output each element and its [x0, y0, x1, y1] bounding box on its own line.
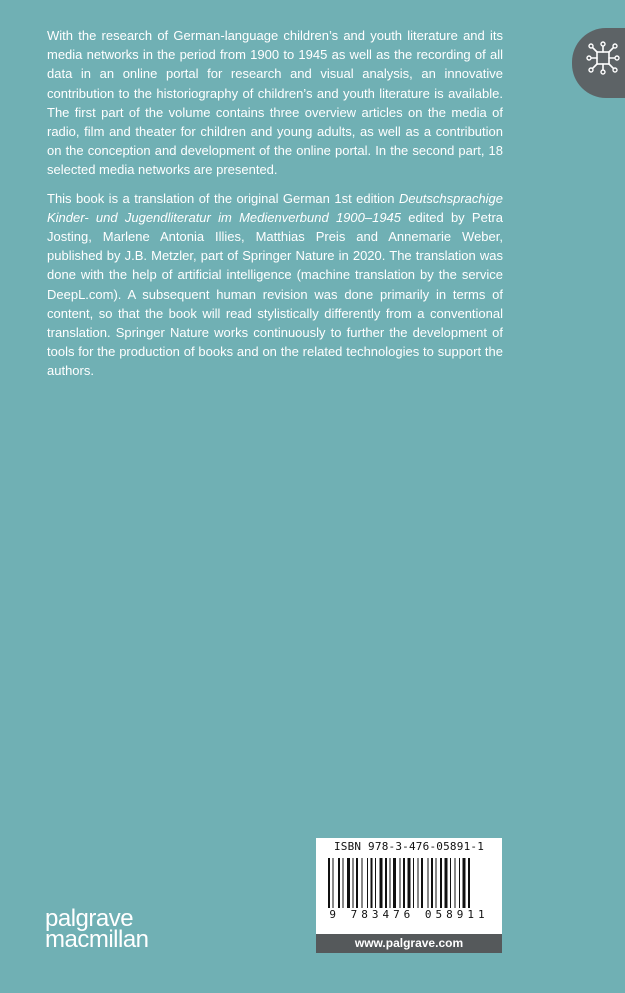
original-title: Deutschsprachige Kinder- und Jugendliteratur im Medienverbund 1900–1945	[47, 190, 503, 225]
publisher-url: www.palgrave.com	[316, 934, 502, 953]
barcode-bar	[450, 858, 451, 908]
barcode-bar	[328, 858, 330, 908]
barcode-bar	[380, 858, 383, 908]
barcode-bar	[343, 858, 344, 908]
barcode-bar	[333, 858, 334, 908]
blurb-paragraph-1: With the research of German-language children’s and youth literature and its media networks in the period from 1900 to 1945 as well as the recording of all data in an online portal for research and visual analysis, an innovative contribution to the historiography of children’s and youth literature is available. The first part of the volume contains three overview articles on the media of radio, film and theater for children and young adults, as well as a contribution on the conception and development of the online portal. In the second part, 18 selected media networks are presented.	[47, 28, 503, 178]
barcode-bar	[403, 858, 405, 908]
barcode-bar	[353, 858, 354, 908]
barcode-bar	[413, 858, 414, 908]
publisher-wordmark-line-2: macmillan	[45, 926, 149, 953]
barcode-bar	[408, 858, 411, 908]
isbn-barcode-block	[316, 838, 502, 934]
barcode-bar	[459, 858, 460, 908]
barcode-bar	[418, 858, 419, 908]
barcode-bar	[338, 858, 340, 908]
barcode-bar	[421, 858, 423, 908]
barcode-digits-text: 9 783476 058911	[329, 908, 489, 921]
publisher-logo-tab	[572, 28, 625, 98]
barcode-bar	[468, 858, 470, 908]
publisher-wordmark	[45, 905, 149, 953]
barcode-bar	[463, 858, 466, 908]
barcode-bar	[436, 858, 437, 908]
barcode-digits	[316, 908, 502, 921]
barcode-bar	[367, 858, 368, 908]
barcode-bar	[455, 858, 456, 908]
barcode-bar	[385, 858, 387, 908]
barcode-bar	[428, 858, 429, 908]
barcode-bar	[431, 858, 433, 908]
barcode-bar	[347, 858, 350, 908]
blurb-paragraph-2	[47, 189, 503, 381]
publisher-wordmark-line-1: palgrave	[45, 905, 134, 932]
barcode-bar	[440, 858, 442, 908]
barcode-bar	[375, 858, 376, 908]
barcode-bar	[371, 858, 373, 908]
isbn-label: ISBN 978-3-476-05891-1	[333, 840, 485, 853]
blurb-paragraph-2-intro: This book is a translation of the original German 1st edition	[47, 190, 399, 206]
barcode	[328, 858, 490, 908]
palgrave-network-logo-icon	[586, 41, 620, 75]
barcode-bar	[400, 858, 401, 908]
barcode-bar	[390, 858, 391, 908]
barcode-bar	[362, 858, 363, 908]
barcode-bar	[393, 858, 396, 908]
blurb-paragraph-2-rest: edited by Petra Josting, Marlene Antonia Illies, Matthias Preis and Annemarie Weber, published by J.B. Metzler, part of Springer Nature in 2020. The translation was done with the help of artificial intelligence (machine translation by the service DeepL.com). A subsequent human revision was done primarily in terms of content, so that the book will read stylistically differently from a conventional translation. Springer Nature works continuously to further the development of tools for the production of books and on the related technologies to support the authors.	[47, 209, 504, 379]
barcode-bar	[445, 858, 448, 908]
back-cover-blurb	[47, 26, 503, 390]
barcode-bar	[356, 858, 358, 908]
